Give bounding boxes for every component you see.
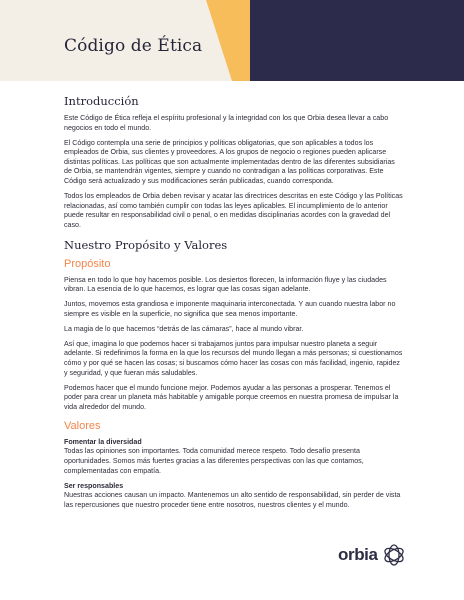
- intro-paragraph: Todos los empleados de Orbia deben revisar y acatar las directrices descritas en este Código y las Políticas relacionadas, así como también cumplir con todas las leyes aplicables. El incumplimiento de lo anterior puede resultar en responsabilidad civil o penal, o en medidas disciplinarias acordes con la gravedad del caso.: [64, 191, 403, 229]
- orbia-knot-icon: [382, 543, 406, 567]
- document-body: [64, 94, 404, 516]
- header-navy-shape: [250, 0, 464, 81]
- value-title: Fomentar la diversidad: [64, 437, 142, 446]
- purpose-paragraph: Podemos hacer que el mundo funcione mejor. Podemos ayudar a las personas a prosperar. Tenemos el poder para crear un planeta más habitable y amigable porque creemos en nuestra promesa de impulsar la vida alrededor del mundo.: [64, 383, 399, 411]
- purpose-paragraph: La magia de lo que hacemos “detrás de las cámaras”, hace al mundo vibrar.: [64, 324, 304, 333]
- purpose-paragraph: Piensa en todo lo que hoy hacemos posible. Los desiertos florecen, la información fluye y las ciudades vibran. La esencia de lo que hacemos, es lograr que las cosas sigan adelante.: [64, 275, 387, 294]
- purpose-heading: Propósito: [64, 257, 111, 270]
- logo-text: orbia: [338, 545, 378, 564]
- values-heading: Valores: [64, 419, 101, 432]
- purpose-values-heading: Nuestro Propósito y Valores: [64, 237, 228, 252]
- value-title: Ser responsables: [64, 481, 124, 490]
- intro-paragraph: Este Código de Ética refleja el espíritu profesional y la integridad con los que Orbia desea llevar a cabo negocios en todo el mundo.: [64, 114, 389, 132]
- purpose-paragraph: Juntos, movemos esta grandiosa e imponente maquinaria interconectada. Y aun cuando nuestra labor no siempre es visible en la superficie, no significa que sea menos importante.: [64, 300, 396, 318]
- intro-heading: Introducción: [64, 94, 139, 108]
- value-text: Todas las opiniones son importantes. Toda comunidad merece respeto. Todo desafío presenta oportunidades. Somos más fuertes gracias a las diferentes perspectivas con las que contamos, complementadas con empatía.: [64, 447, 364, 475]
- intro-paragraph: El Código contempla una serie de principios y políticas obligatorias, que son aplicables a todos los empleados de Orbia, sus clientes y proveedores. A los grupos de negocio o regiones pueden aplicarse distintas políticas. Las políticas que son actualmente implementadas dentro de las diferentes subsidiarias de Orbia, se mantendrán vigentes, siempre y cuando no contradigan a las políticas corporativas. Este Código será actualizado y sus modificaciones serán publicadas, cuando corresponda.: [64, 138, 395, 185]
- document-title: Código de Ética: [64, 36, 203, 56]
- orbia-logo: [338, 543, 406, 567]
- purpose-paragraph: Así que, imagina lo que podemos hacer si trabajamos juntos para impulsar nuestro planeta a seguir adelante. Si redefinimos la forma en la que los recursos del mundo llegan a más personas; si cuestionamos cómo y por qué se hacen las cosas; si buscamos cómo hacer las cosas con más facilidad, ingenio, rapidez y seguridad, y que fueran más saludables.: [64, 339, 403, 377]
- value-text: Nuestras acciones causan un impacto. Mantenemos un alto sentido de responsabilidad, sin perder de vista las repercusiones que nuestro proceder tiene entre nosotros, nuestros clientes y el mundo.: [64, 491, 401, 509]
- page-header: [0, 0, 464, 81]
